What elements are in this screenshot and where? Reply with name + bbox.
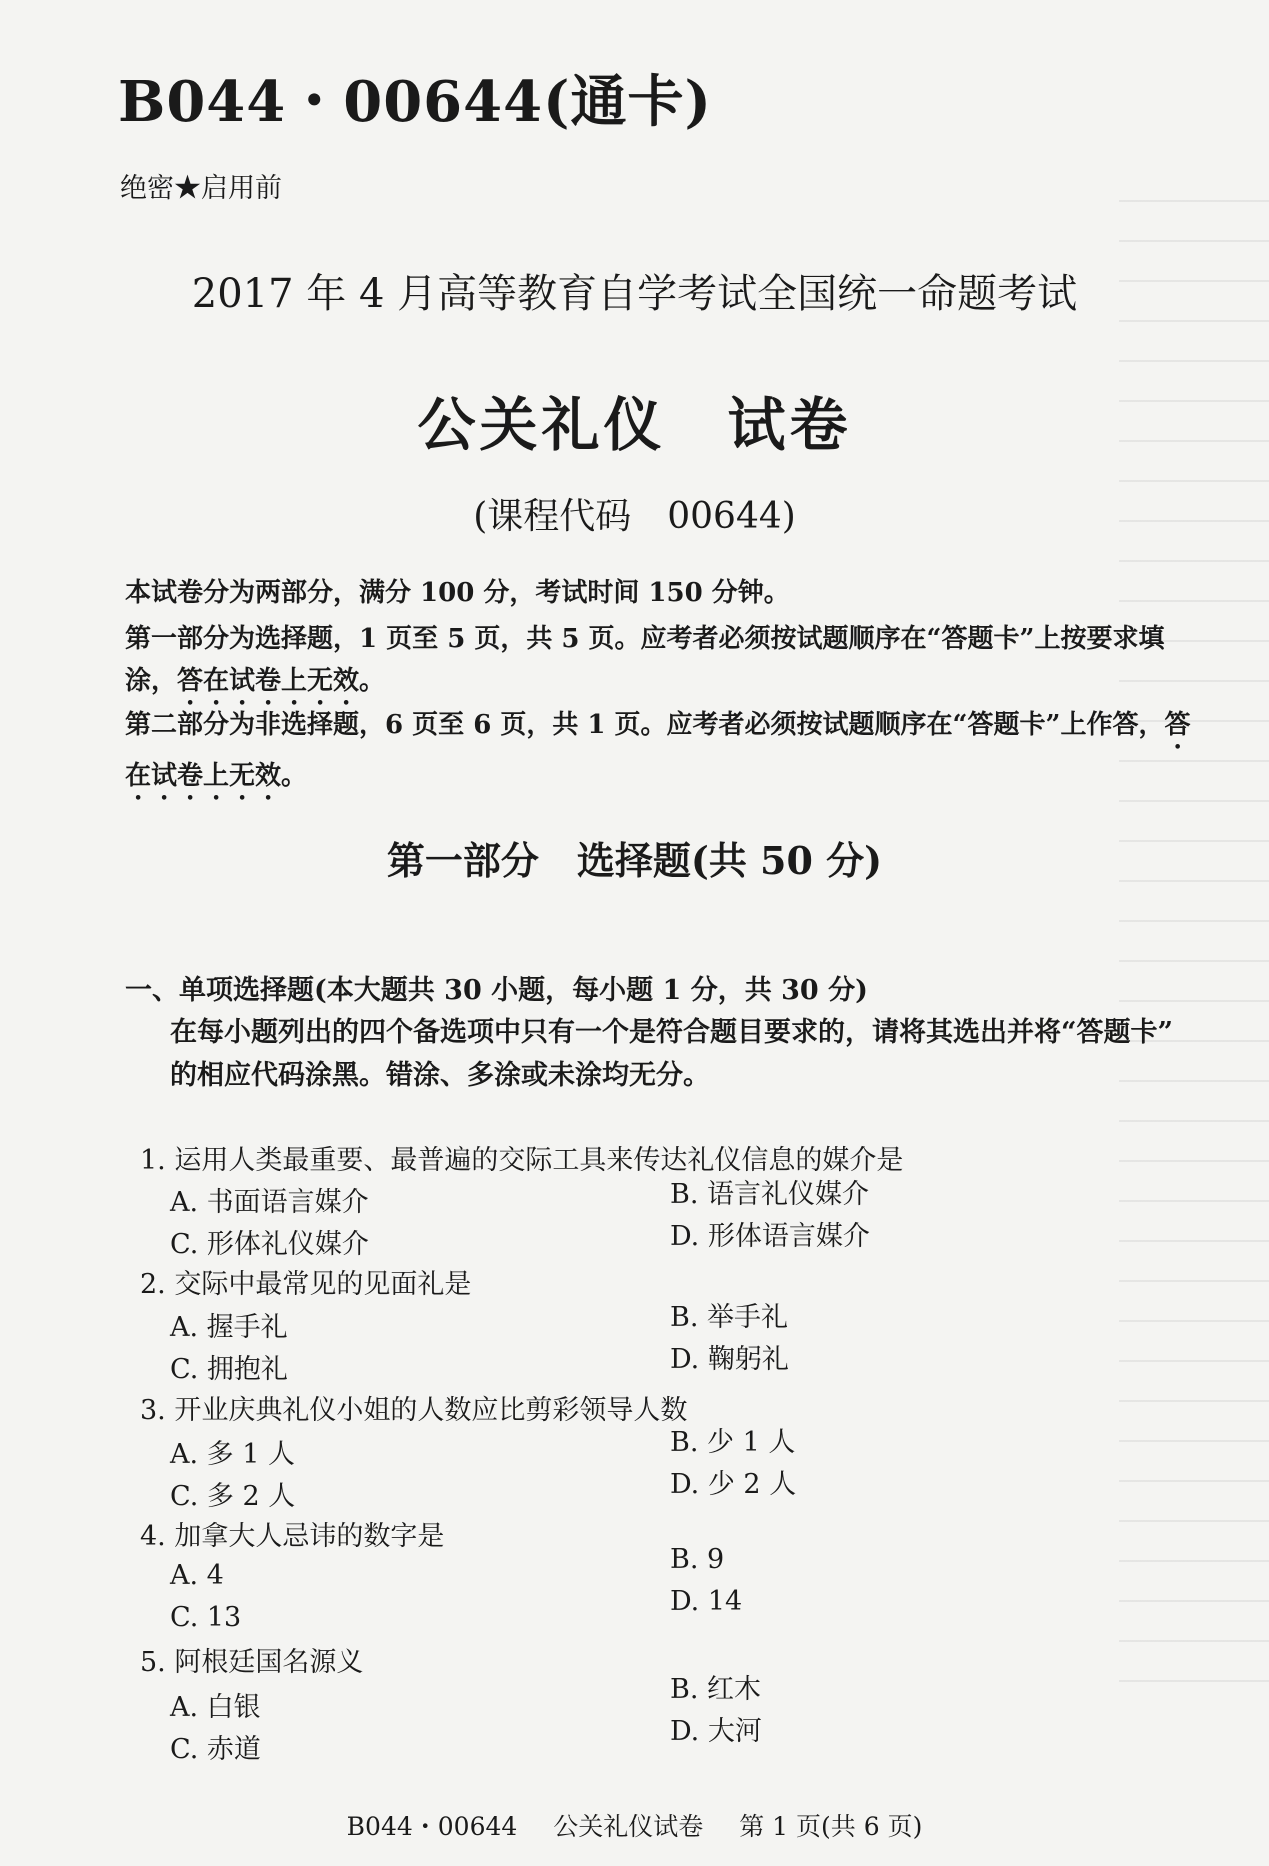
intro-part2-end: 。 [281,761,308,791]
intro-part2-text: 第二部分为非选择题，6 页至 6 页，共 1 页。应考者必须按试题顺序在“答题卡”上作答， [125,710,1165,740]
question-5-option-c: C. 赤道 [170,1734,261,1765]
question-4-option-a: A. 4 [170,1560,224,1591]
intro-part1 [125,618,1215,711]
section1-note-1: 在每小题列出的四个备选项中只有一个是符合题目要求的，请将其选出并将“答题卡” [170,1017,1174,1048]
question-5-option-a: A. 白银 [170,1692,261,1723]
question-1-option-c: C. 形体礼仪媒介 [170,1229,369,1260]
footer-code: B044・00644 [346,1812,518,1841]
question-2-option-b: B. 举手礼 [670,1302,789,1333]
question-5-option-b: B. 红木 [670,1674,762,1705]
paper-title: 公关礼仪 试卷 [417,391,852,459]
intro-part1-end: 。 [359,666,386,696]
question-1-stem: 1. 运用人类最重要、最普遍的交际工具来传达礼仪信息的媒介是 [140,1145,904,1176]
question-1-option-b: B. 语言礼仪媒介 [670,1179,870,1210]
question-4-option-d: D. 14 [670,1586,743,1617]
question-1-option-a: A. 书面语言媒介 [170,1187,369,1218]
question-3-option-c: C. 多 2 人 [170,1481,296,1512]
question-2-option-c: C. 拥抱礼 [170,1354,288,1385]
section1-note-2: 的相应代码涂黑。错涂、多涂或未涂均无分。 [170,1060,710,1091]
course-code: (课程代码 00644) [473,496,796,537]
intro-part1-text: 第一部分为选择题，1 页至 5 页，共 5 页。应考者必须按试题顺序在“答题卡”上按要求填涂， [125,624,1165,696]
paper-code-header: B044・00644(通卡) [118,69,713,135]
intro-part2-emphasis: 答在试卷上无效 [125,710,1191,791]
question-3-option-a: A. 多 1 人 [170,1439,296,1470]
intro-part1-emphasis: 答在试卷上无效 [177,666,360,696]
section1-heading: 一、单项选择题(本大题共 30 小题，每小题 1 分，共 30 分) [125,975,868,1006]
question-2-option-d: D. 鞠躬礼 [670,1344,789,1375]
question-1-option-d: D. 形体语言媒介 [670,1221,870,1252]
intro-line-1: 本试卷分为两部分，满分 100 分，考试时间 150 分钟。 [125,578,790,608]
question-3-option-d: D. 少 2 人 [670,1469,797,1500]
question-2-stem: 2. 交际中最常见的见面礼是 [140,1269,472,1300]
question-4-stem: 4. 加拿大人忌讳的数字是 [140,1521,445,1552]
intro-part2 [125,704,1215,806]
question-4-option-c: C. 13 [170,1602,242,1633]
question-5-stem: 5. 阿根廷国名源义 [140,1647,364,1678]
secret-label: 绝密★启用前 [120,173,282,204]
footer-title: 公关礼仪试卷 [553,1812,704,1841]
exam-title-line: 2017 年 4 月高等教育自学考试全国统一命题考试 [191,271,1078,317]
question-2-option-a: A. 握手礼 [170,1312,288,1343]
question-5-option-d: D. 大河 [670,1716,762,1747]
footer-page-number: 第 1 页(共 6 页) [739,1812,923,1841]
question-3-stem: 3. 开业庆典礼仪小姐的人数应比剪彩领导人数 [140,1395,688,1426]
question-3-option-b: B. 少 1 人 [670,1427,796,1458]
part1-title: 第一部分 选择题(共 50 分) [386,838,883,883]
page-footer [0,1807,1269,1843]
question-4-option-b: B. 9 [670,1544,725,1575]
